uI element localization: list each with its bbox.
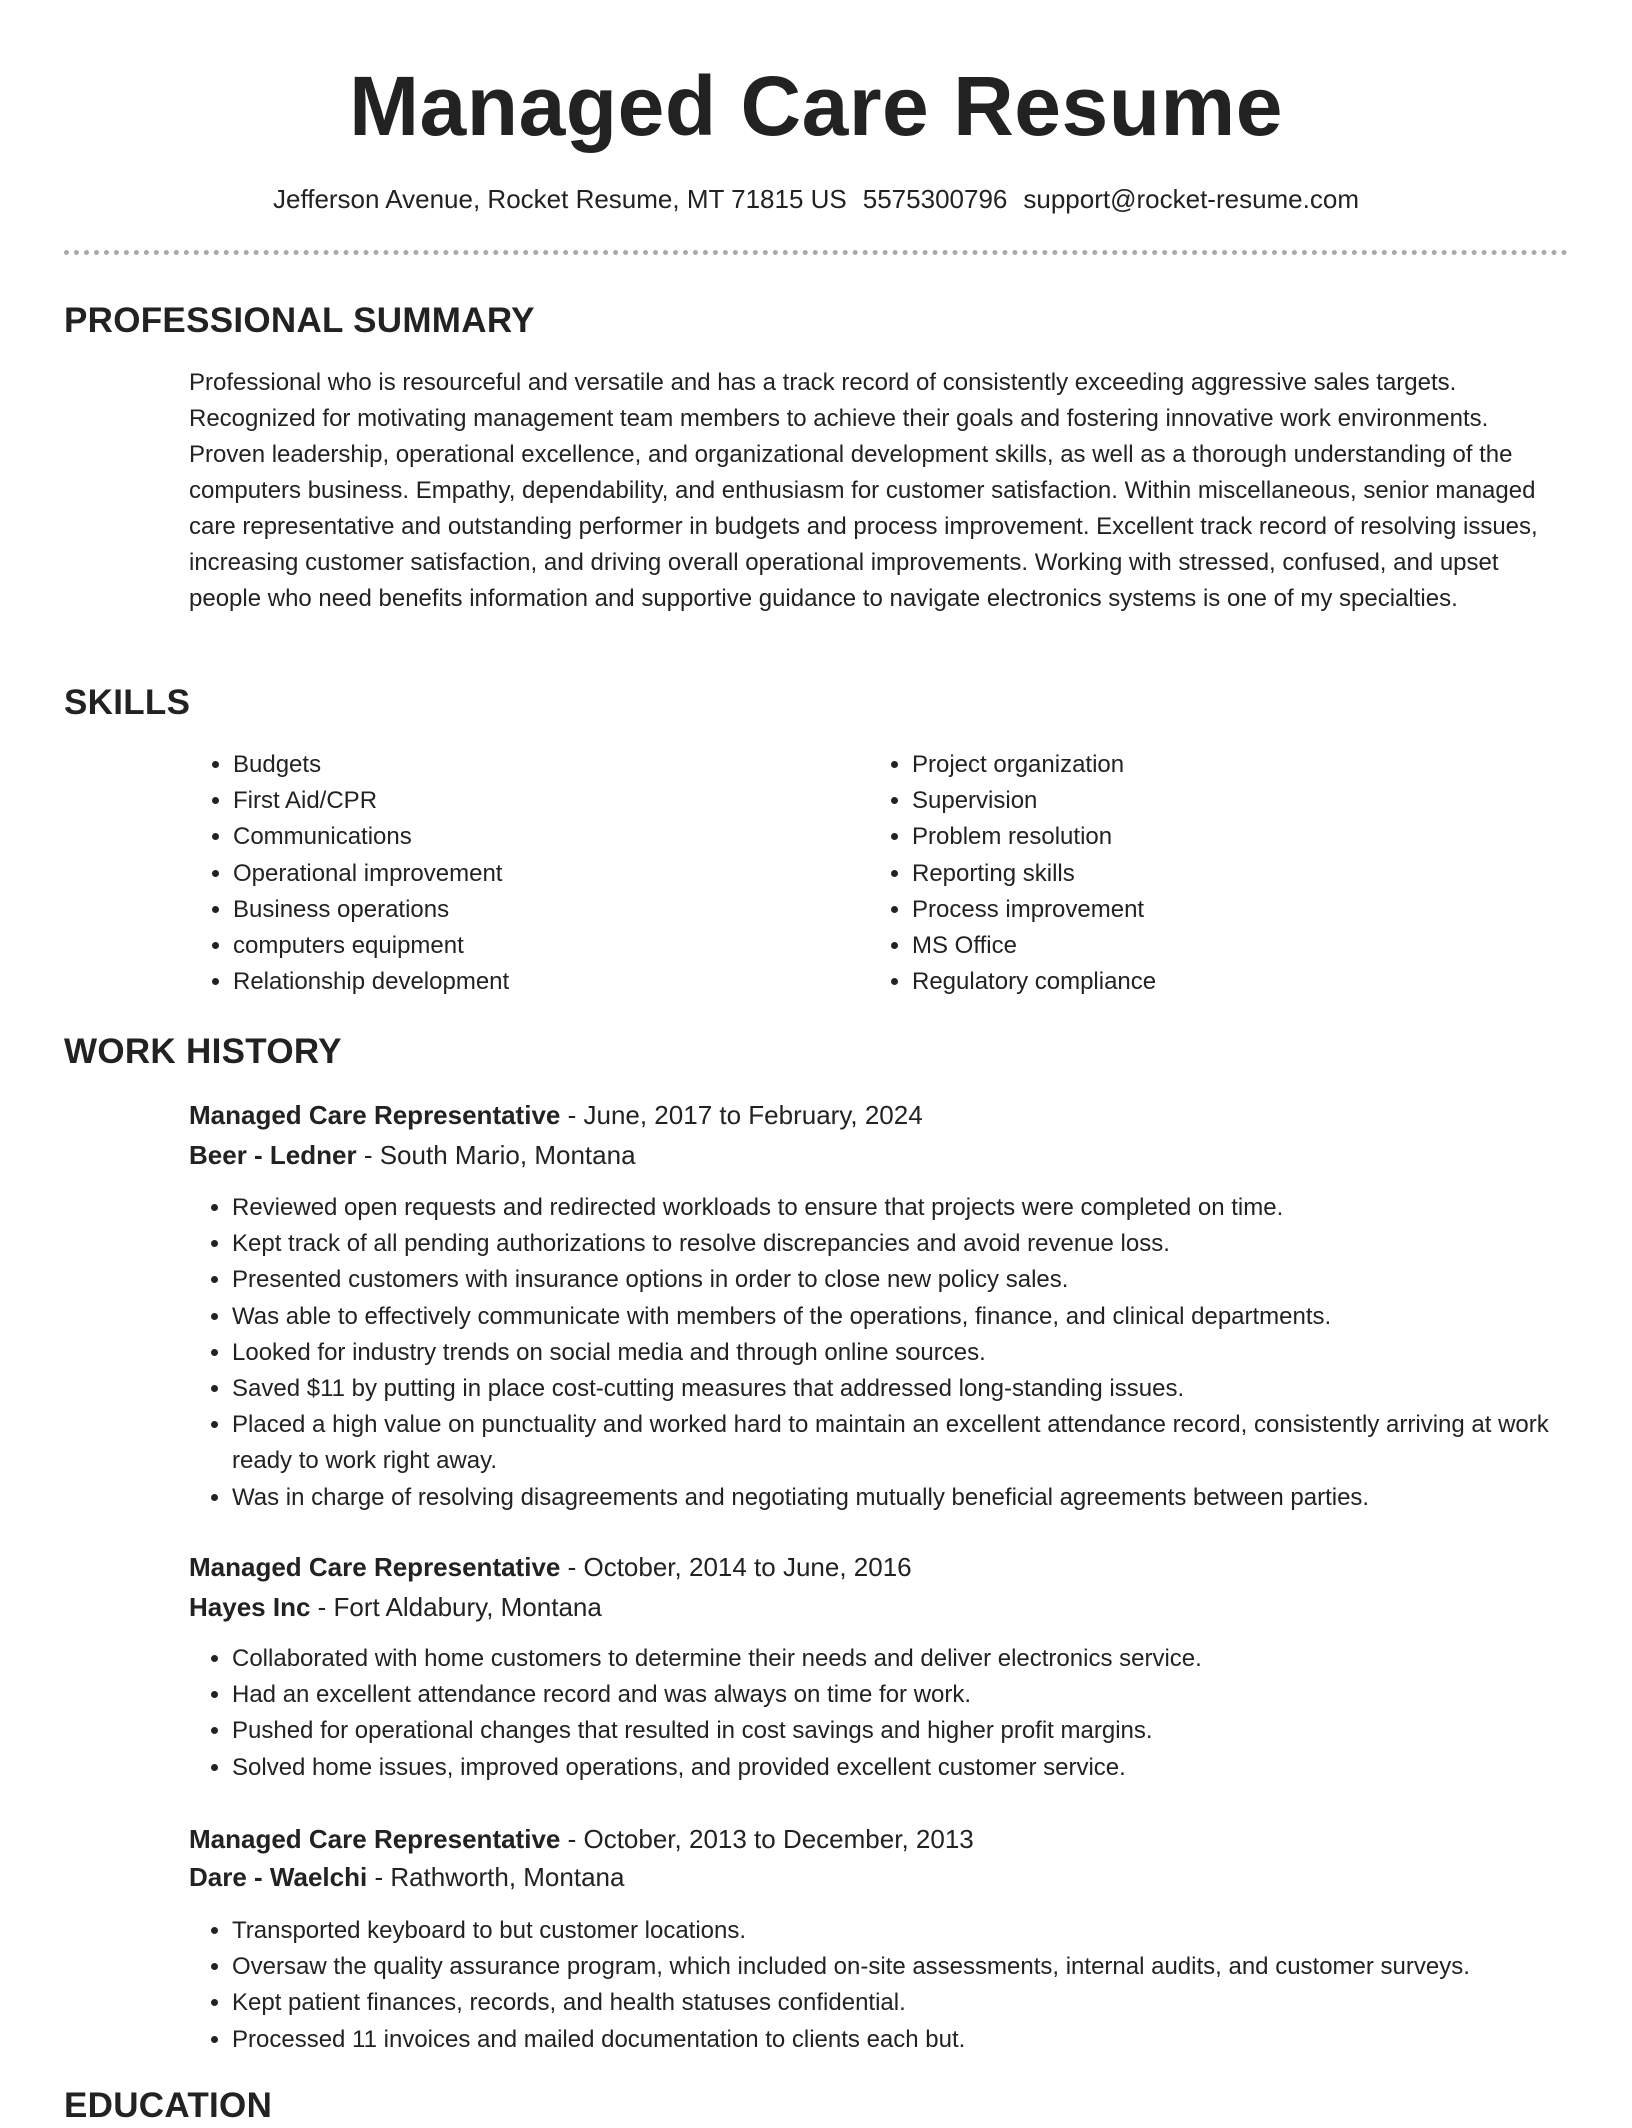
- job-location: - South Mario, Montana: [356, 1140, 636, 1170]
- skill-item: • Relationship development: [233, 964, 873, 1000]
- job-bullet: • Solved home issues, improved operations, and provided excellent customer service.: [232, 1750, 1612, 1786]
- job-role: Managed Care Representative: [189, 1824, 561, 1854]
- job-bullet: • Kept patient finances, records, and health statuses confidential.: [232, 1985, 1612, 2021]
- skill-item: • MS Office: [912, 928, 1612, 964]
- job-bullet: • Placed a high value on punctuality and worked hard to maintain an excellent attendance record, consistently arriving at work ready to work right away.: [232, 1407, 1612, 1479]
- job-bullet: • Had an excellent attendance record and was always on time for work.: [232, 1677, 1612, 1713]
- job-location: - Fort Aldabury, Montana: [310, 1592, 602, 1622]
- resume-title: Managed Care Resume: [349, 59, 1283, 153]
- job-dates: - June, 2017 to February, 2024: [560, 1100, 923, 1130]
- section-title-summary: PROFESSIONAL SUMMARY: [64, 301, 535, 340]
- job-bullet: • Was able to effectively communicate with members of the operations, finance, and clinical departments.: [232, 1299, 1612, 1335]
- job-bullet: • Was in charge of resolving disagreements and negotiating mutually beneficial agreements between parties.: [232, 1480, 1612, 1516]
- job-company-line: [189, 1135, 636, 1175]
- skills-list-left: [190, 747, 873, 1000]
- skill-item: • Operational improvement: [233, 856, 873, 892]
- job-company-line: [189, 1587, 602, 1627]
- skill-item: • Project organization: [912, 747, 1612, 783]
- contact-address: Jefferson Avenue, Rocket Resume, MT 71815 US: [273, 184, 847, 214]
- job-company: Dare - Waelchi: [189, 1862, 368, 1892]
- job-bullet: • Pushed for operational changes that resulted in cost savings and higher profit margins.: [232, 1713, 1612, 1749]
- job-title-line: [189, 1547, 912, 1587]
- job-company: Hayes Inc: [189, 1592, 311, 1622]
- skill-item: • Business operations: [233, 892, 873, 928]
- section-title-work-history: WORK HISTORY: [64, 1032, 342, 1071]
- job-bullets: [189, 1913, 1612, 2058]
- job-bullet: • Reviewed open requests and redirected workloads to ensure that projects were completed on time.: [232, 1190, 1612, 1226]
- job-bullet: • Looked for industry trends on social media and through online sources.: [232, 1335, 1612, 1371]
- section-title-education: EDUCATION: [64, 2086, 273, 2125]
- job-bullets: [189, 1641, 1612, 1786]
- job-bullet: • Kept track of all pending authorizations to resolve discrepancies and avoid revenue loss.: [232, 1226, 1612, 1262]
- contact-line: [0, 180, 1632, 218]
- skill-item: • Budgets: [233, 747, 873, 783]
- job-bullets: [189, 1190, 1612, 1516]
- job-title-line: [189, 1095, 923, 1135]
- job-dates: - October, 2014 to June, 2016: [560, 1552, 912, 1582]
- skill-item: • computers equipment: [233, 928, 873, 964]
- job-role: Managed Care Representative: [189, 1552, 561, 1582]
- job-bullet: • Processed 11 invoices and mailed documentation to clients each but.: [232, 2022, 1612, 2058]
- job-location: - Rathworth, Montana: [367, 1862, 625, 1892]
- job-dates: - October, 2013 to December, 2013: [560, 1824, 974, 1854]
- skill-item: • Communications: [233, 819, 873, 855]
- skill-item: • Supervision: [912, 783, 1612, 819]
- skill-item: • Reporting skills: [912, 856, 1612, 892]
- job-bullet: • Saved $11 by putting in place cost-cutting measures that addressed long-standing issues.: [232, 1371, 1612, 1407]
- job-bullet: • Presented customers with insurance options in order to close new policy sales.: [232, 1262, 1612, 1298]
- job-bullet: • Oversaw the quality assurance program, which included on-site assessments, internal audits, and customer surveys.: [232, 1949, 1612, 1985]
- summary-text: Professional who is resourceful and versatile and has a track record of consistently exceeding aggressive sales targets. Recognized for motivating management team members to achieve their goals and fostering innovative work environments. Proven leadership, operational excellence, and organizational development skills, as well as a thorough understanding of the computers business. Empathy, dependability, and enthusiasm for customer satisfaction. Within miscellaneous, senior managed care representative and outstanding performer in budgets and process improvement. Excellent track record of resolving issues, increasing customer satisfaction, and driving overall operational improvements. Working with stressed, confused, and upset people who need benefits information and supportive guidance to navigate electronics systems is one of my specialties.: [189, 369, 1538, 612]
- job-role: Managed Care Representative: [189, 1100, 561, 1130]
- skill-item: • Process improvement: [912, 892, 1612, 928]
- job-bullet: • Transported keyboard to but customer locations.: [232, 1913, 1612, 1949]
- skill-item: • First Aid/CPR: [233, 783, 873, 819]
- header-divider: [64, 250, 1568, 255]
- job-title-line: [189, 1819, 974, 1859]
- contact-phone: 5575300796: [862, 184, 1008, 214]
- section-title-skills: SKILLS: [64, 683, 191, 722]
- skills-list-right: [869, 747, 1612, 1000]
- contact-email: support@rocket-resume.com: [1023, 184, 1359, 214]
- job-company: Beer - Ledner: [189, 1140, 357, 1170]
- job-bullet: • Collaborated with home customers to determine their needs and deliver electronics service.: [232, 1641, 1612, 1677]
- skill-item: • Problem resolution: [912, 819, 1612, 855]
- job-company-line: [189, 1857, 624, 1897]
- skill-item: • Regulatory compliance: [912, 964, 1612, 1000]
